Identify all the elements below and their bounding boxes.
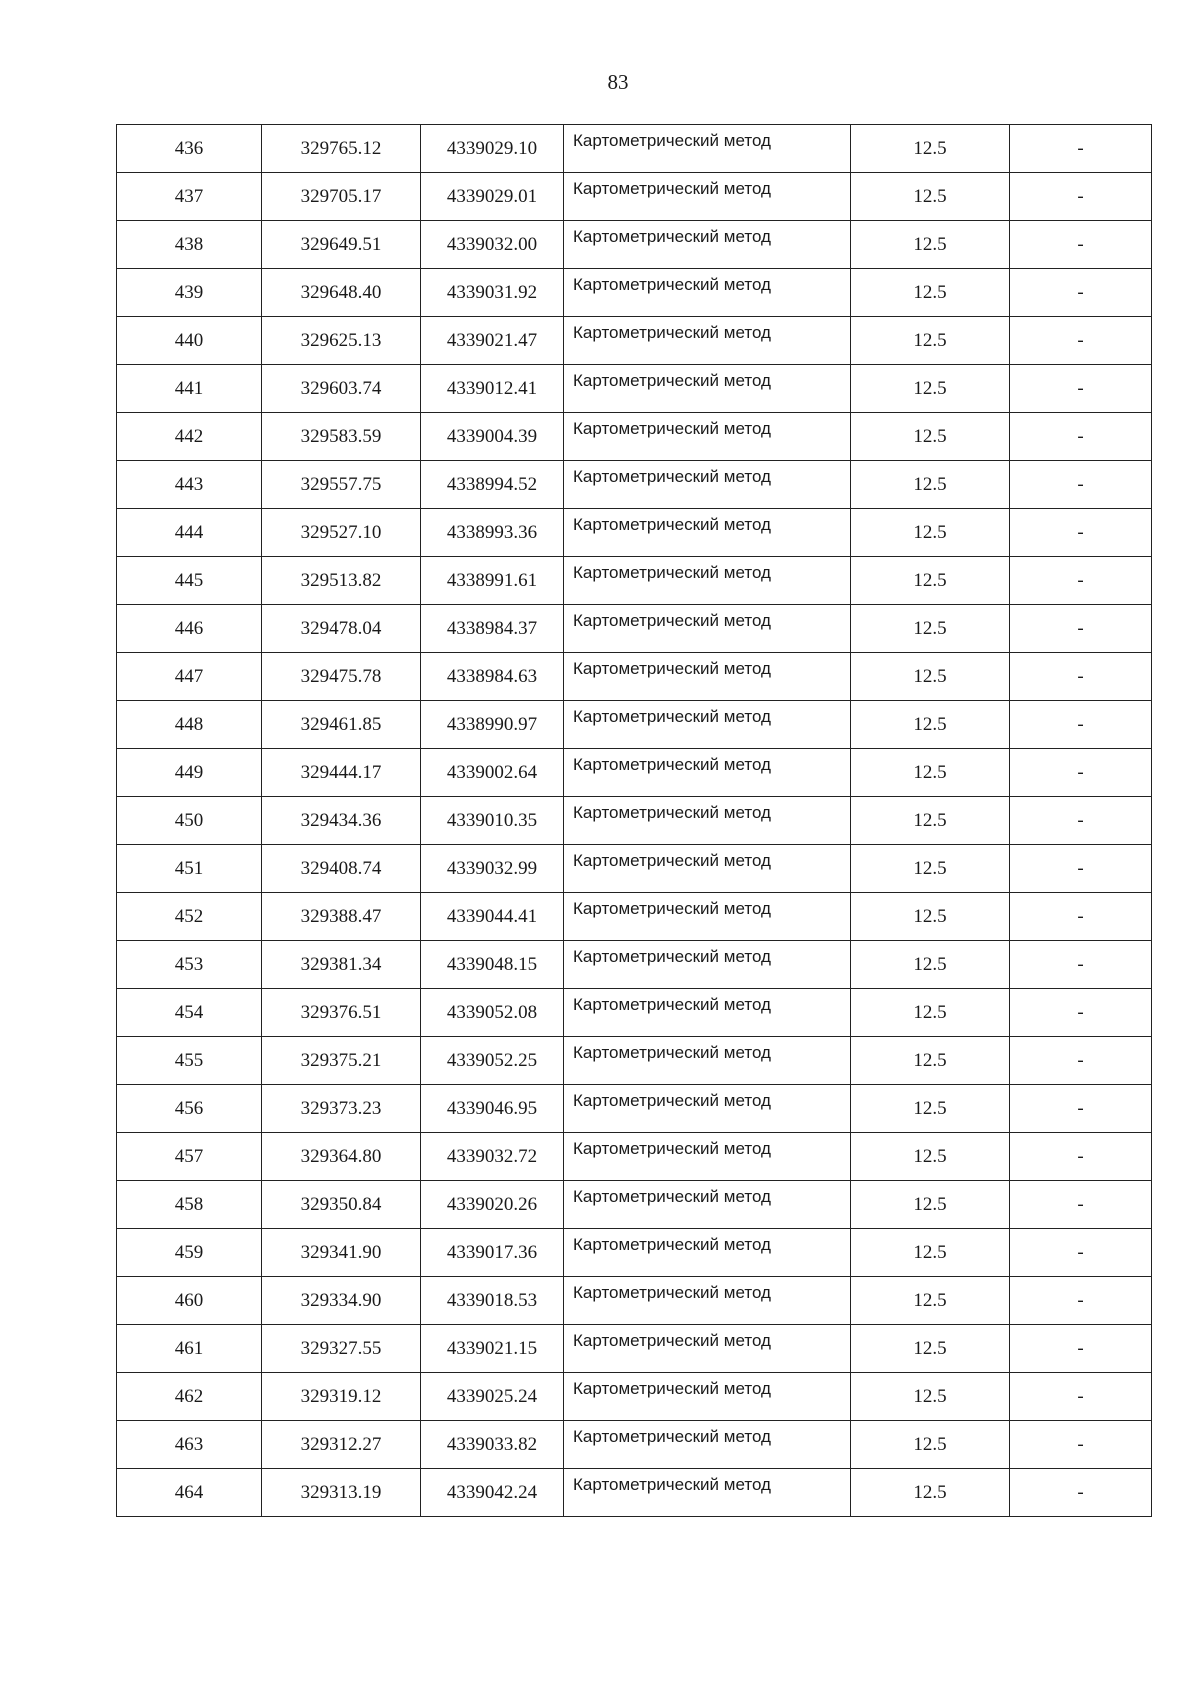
method-cell: Картометрический метод	[564, 413, 851, 461]
x-coordinate-cell: 329705.17	[262, 173, 421, 221]
accuracy-cell: 12.5	[851, 365, 1010, 413]
point-number-cell: 453	[117, 941, 262, 989]
note-cell: -	[1010, 941, 1152, 989]
note-cell: -	[1010, 509, 1152, 557]
point-number-cell: 451	[117, 845, 262, 893]
y-coordinate-cell: 4338990.97	[421, 701, 564, 749]
method-cell: Картометрический метод	[564, 317, 851, 365]
x-coordinate-cell: 329381.34	[262, 941, 421, 989]
x-coordinate-cell: 329375.21	[262, 1037, 421, 1085]
point-number-cell: 448	[117, 701, 262, 749]
method-cell: Картометрический метод	[564, 1181, 851, 1229]
accuracy-cell: 12.5	[851, 701, 1010, 749]
accuracy-cell: 12.5	[851, 317, 1010, 365]
note-cell: -	[1010, 1085, 1152, 1133]
point-number-cell: 456	[117, 1085, 262, 1133]
accuracy-cell: 12.5	[851, 1373, 1010, 1421]
x-coordinate-cell: 329341.90	[262, 1229, 421, 1277]
y-coordinate-cell: 4339029.01	[421, 173, 564, 221]
y-coordinate-cell: 4339052.25	[421, 1037, 564, 1085]
y-coordinate-cell: 4339032.99	[421, 845, 564, 893]
y-coordinate-cell: 4339021.15	[421, 1325, 564, 1373]
y-coordinate-cell: 4339010.35	[421, 797, 564, 845]
accuracy-cell: 12.5	[851, 1469, 1010, 1517]
note-cell: -	[1010, 221, 1152, 269]
method-cell: Картометрический метод	[564, 1133, 851, 1181]
method-cell: Картометрический метод	[564, 221, 851, 269]
y-coordinate-cell: 4338991.61	[421, 557, 564, 605]
note-cell: -	[1010, 1325, 1152, 1373]
table-row	[117, 749, 1152, 797]
point-number-cell: 437	[117, 173, 262, 221]
point-number-cell: 462	[117, 1373, 262, 1421]
table-row	[117, 893, 1152, 941]
table-row	[117, 1325, 1152, 1373]
method-cell: Картометрический метод	[564, 941, 851, 989]
method-cell: Картометрический метод	[564, 269, 851, 317]
point-number-cell: 461	[117, 1325, 262, 1373]
method-cell: Картометрический метод	[564, 701, 851, 749]
method-cell: Картометрический метод	[564, 461, 851, 509]
point-number-cell: 460	[117, 1277, 262, 1325]
note-cell: -	[1010, 1037, 1152, 1085]
accuracy-cell: 12.5	[851, 269, 1010, 317]
accuracy-cell: 12.5	[851, 557, 1010, 605]
accuracy-cell: 12.5	[851, 797, 1010, 845]
y-coordinate-cell: 4339046.95	[421, 1085, 564, 1133]
point-number-cell: 439	[117, 269, 262, 317]
table-row	[117, 413, 1152, 461]
accuracy-cell: 12.5	[851, 605, 1010, 653]
note-cell: -	[1010, 125, 1152, 173]
point-number-cell: 440	[117, 317, 262, 365]
coordinates-table	[116, 124, 1152, 1517]
x-coordinate-cell: 329583.59	[262, 413, 421, 461]
point-number-cell: 458	[117, 1181, 262, 1229]
y-coordinate-cell: 4339048.15	[421, 941, 564, 989]
point-number-cell: 454	[117, 989, 262, 1037]
y-coordinate-cell: 4339032.72	[421, 1133, 564, 1181]
accuracy-cell: 12.5	[851, 1037, 1010, 1085]
accuracy-cell: 12.5	[851, 1277, 1010, 1325]
note-cell: -	[1010, 701, 1152, 749]
note-cell: -	[1010, 1421, 1152, 1469]
x-coordinate-cell: 329334.90	[262, 1277, 421, 1325]
x-coordinate-cell: 329475.78	[262, 653, 421, 701]
note-cell: -	[1010, 1469, 1152, 1517]
accuracy-cell: 12.5	[851, 893, 1010, 941]
x-coordinate-cell: 329557.75	[262, 461, 421, 509]
note-cell: -	[1010, 1373, 1152, 1421]
x-coordinate-cell: 329765.12	[262, 125, 421, 173]
y-coordinate-cell: 4339012.41	[421, 365, 564, 413]
accuracy-cell: 12.5	[851, 1421, 1010, 1469]
x-coordinate-cell: 329649.51	[262, 221, 421, 269]
note-cell: -	[1010, 269, 1152, 317]
method-cell: Картометрический метод	[564, 653, 851, 701]
point-number-cell: 441	[117, 365, 262, 413]
note-cell: -	[1010, 845, 1152, 893]
table-row	[117, 797, 1152, 845]
x-coordinate-cell: 329376.51	[262, 989, 421, 1037]
point-number-cell: 464	[117, 1469, 262, 1517]
table-row	[117, 1133, 1152, 1181]
point-number-cell: 463	[117, 1421, 262, 1469]
table-row	[117, 989, 1152, 1037]
x-coordinate-cell: 329319.12	[262, 1373, 421, 1421]
accuracy-cell: 12.5	[851, 941, 1010, 989]
y-coordinate-cell: 4339031.92	[421, 269, 564, 317]
table-row	[117, 317, 1152, 365]
accuracy-cell: 12.5	[851, 749, 1010, 797]
x-coordinate-cell: 329312.27	[262, 1421, 421, 1469]
point-number-cell: 450	[117, 797, 262, 845]
point-number-cell: 438	[117, 221, 262, 269]
method-cell: Картометрический метод	[564, 845, 851, 893]
x-coordinate-cell: 329625.13	[262, 317, 421, 365]
x-coordinate-cell: 329313.19	[262, 1469, 421, 1517]
point-number-cell: 443	[117, 461, 262, 509]
accuracy-cell: 12.5	[851, 1229, 1010, 1277]
x-coordinate-cell: 329444.17	[262, 749, 421, 797]
y-coordinate-cell: 4339044.41	[421, 893, 564, 941]
x-coordinate-cell: 329388.47	[262, 893, 421, 941]
accuracy-cell: 12.5	[851, 1085, 1010, 1133]
y-coordinate-cell: 4338993.36	[421, 509, 564, 557]
table-row	[117, 173, 1152, 221]
point-number-cell: 445	[117, 557, 262, 605]
y-coordinate-cell: 4339021.47	[421, 317, 564, 365]
y-coordinate-cell: 4339033.82	[421, 1421, 564, 1469]
note-cell: -	[1010, 749, 1152, 797]
y-coordinate-cell: 4339018.53	[421, 1277, 564, 1325]
note-cell: -	[1010, 989, 1152, 1037]
method-cell: Картометрический метод	[564, 173, 851, 221]
x-coordinate-cell: 329364.80	[262, 1133, 421, 1181]
table-row	[117, 941, 1152, 989]
accuracy-cell: 12.5	[851, 221, 1010, 269]
note-cell: -	[1010, 1277, 1152, 1325]
accuracy-cell: 12.5	[851, 653, 1010, 701]
method-cell: Картометрический метод	[564, 1325, 851, 1373]
table-row	[117, 1469, 1152, 1517]
table-row	[117, 269, 1152, 317]
y-coordinate-cell: 4338984.63	[421, 653, 564, 701]
x-coordinate-cell: 329373.23	[262, 1085, 421, 1133]
accuracy-cell: 12.5	[851, 461, 1010, 509]
table-row	[117, 1421, 1152, 1469]
y-coordinate-cell: 4339020.26	[421, 1181, 564, 1229]
accuracy-cell: 12.5	[851, 413, 1010, 461]
table-row	[117, 1373, 1152, 1421]
method-cell: Картометрический метод	[564, 1037, 851, 1085]
note-cell: -	[1010, 413, 1152, 461]
method-cell: Картометрический метод	[564, 365, 851, 413]
y-coordinate-cell: 4339002.64	[421, 749, 564, 797]
table-row	[117, 653, 1152, 701]
note-cell: -	[1010, 317, 1152, 365]
point-number-cell: 459	[117, 1229, 262, 1277]
table-row	[117, 1229, 1152, 1277]
note-cell: -	[1010, 893, 1152, 941]
y-coordinate-cell: 4339052.08	[421, 989, 564, 1037]
accuracy-cell: 12.5	[851, 845, 1010, 893]
table-row	[117, 845, 1152, 893]
note-cell: -	[1010, 173, 1152, 221]
x-coordinate-cell: 329648.40	[262, 269, 421, 317]
table-row	[117, 605, 1152, 653]
table-row	[117, 557, 1152, 605]
method-cell: Картометрический метод	[564, 749, 851, 797]
point-number-cell: 447	[117, 653, 262, 701]
method-cell: Картометрический метод	[564, 1229, 851, 1277]
note-cell: -	[1010, 1229, 1152, 1277]
table-row	[117, 461, 1152, 509]
table-row	[117, 221, 1152, 269]
point-number-cell: 452	[117, 893, 262, 941]
accuracy-cell: 12.5	[851, 1181, 1010, 1229]
y-coordinate-cell: 4338984.37	[421, 605, 564, 653]
method-cell: Картометрический метод	[564, 1469, 851, 1517]
y-coordinate-cell: 4339042.24	[421, 1469, 564, 1517]
x-coordinate-cell: 329350.84	[262, 1181, 421, 1229]
method-cell: Картометрический метод	[564, 989, 851, 1037]
note-cell: -	[1010, 461, 1152, 509]
method-cell: Картометрический метод	[564, 557, 851, 605]
x-coordinate-cell: 329603.74	[262, 365, 421, 413]
note-cell: -	[1010, 1133, 1152, 1181]
coordinates-table-body	[117, 125, 1152, 1517]
method-cell: Картометрический метод	[564, 605, 851, 653]
table-row	[117, 1181, 1152, 1229]
accuracy-cell: 12.5	[851, 173, 1010, 221]
y-coordinate-cell: 4339017.36	[421, 1229, 564, 1277]
point-number-cell: 449	[117, 749, 262, 797]
table-row	[117, 1277, 1152, 1325]
table-row	[117, 365, 1152, 413]
method-cell: Картометрический метод	[564, 1373, 851, 1421]
accuracy-cell: 12.5	[851, 989, 1010, 1037]
note-cell: -	[1010, 1181, 1152, 1229]
point-number-cell: 457	[117, 1133, 262, 1181]
y-coordinate-cell: 4339029.10	[421, 125, 564, 173]
point-number-cell: 444	[117, 509, 262, 557]
point-number-cell: 455	[117, 1037, 262, 1085]
method-cell: Картометрический метод	[564, 125, 851, 173]
y-coordinate-cell: 4339032.00	[421, 221, 564, 269]
note-cell: -	[1010, 797, 1152, 845]
x-coordinate-cell: 329527.10	[262, 509, 421, 557]
x-coordinate-cell: 329408.74	[262, 845, 421, 893]
method-cell: Картометрический метод	[564, 1085, 851, 1133]
method-cell: Картометрический метод	[564, 1421, 851, 1469]
accuracy-cell: 12.5	[851, 1133, 1010, 1181]
method-cell: Картометрический метод	[564, 893, 851, 941]
x-coordinate-cell: 329434.36	[262, 797, 421, 845]
x-coordinate-cell: 329513.82	[262, 557, 421, 605]
accuracy-cell: 12.5	[851, 509, 1010, 557]
table-row	[117, 1037, 1152, 1085]
table-row	[117, 509, 1152, 557]
point-number-cell: 442	[117, 413, 262, 461]
page-number: 83	[607, 70, 629, 94]
x-coordinate-cell: 329478.04	[262, 605, 421, 653]
point-number-cell: 436	[117, 125, 262, 173]
x-coordinate-cell: 329461.85	[262, 701, 421, 749]
y-coordinate-cell: 4338994.52	[421, 461, 564, 509]
note-cell: -	[1010, 605, 1152, 653]
y-coordinate-cell: 4339025.24	[421, 1373, 564, 1421]
point-number-cell: 446	[117, 605, 262, 653]
accuracy-cell: 12.5	[851, 1325, 1010, 1373]
x-coordinate-cell: 329327.55	[262, 1325, 421, 1373]
note-cell: -	[1010, 365, 1152, 413]
method-cell: Картометрический метод	[564, 509, 851, 557]
accuracy-cell: 12.5	[851, 125, 1010, 173]
y-coordinate-cell: 4339004.39	[421, 413, 564, 461]
table-row	[117, 1085, 1152, 1133]
method-cell: Картометрический метод	[564, 1277, 851, 1325]
table-row	[117, 125, 1152, 173]
method-cell: Картометрический метод	[564, 797, 851, 845]
note-cell: -	[1010, 557, 1152, 605]
note-cell: -	[1010, 653, 1152, 701]
table-row	[117, 701, 1152, 749]
